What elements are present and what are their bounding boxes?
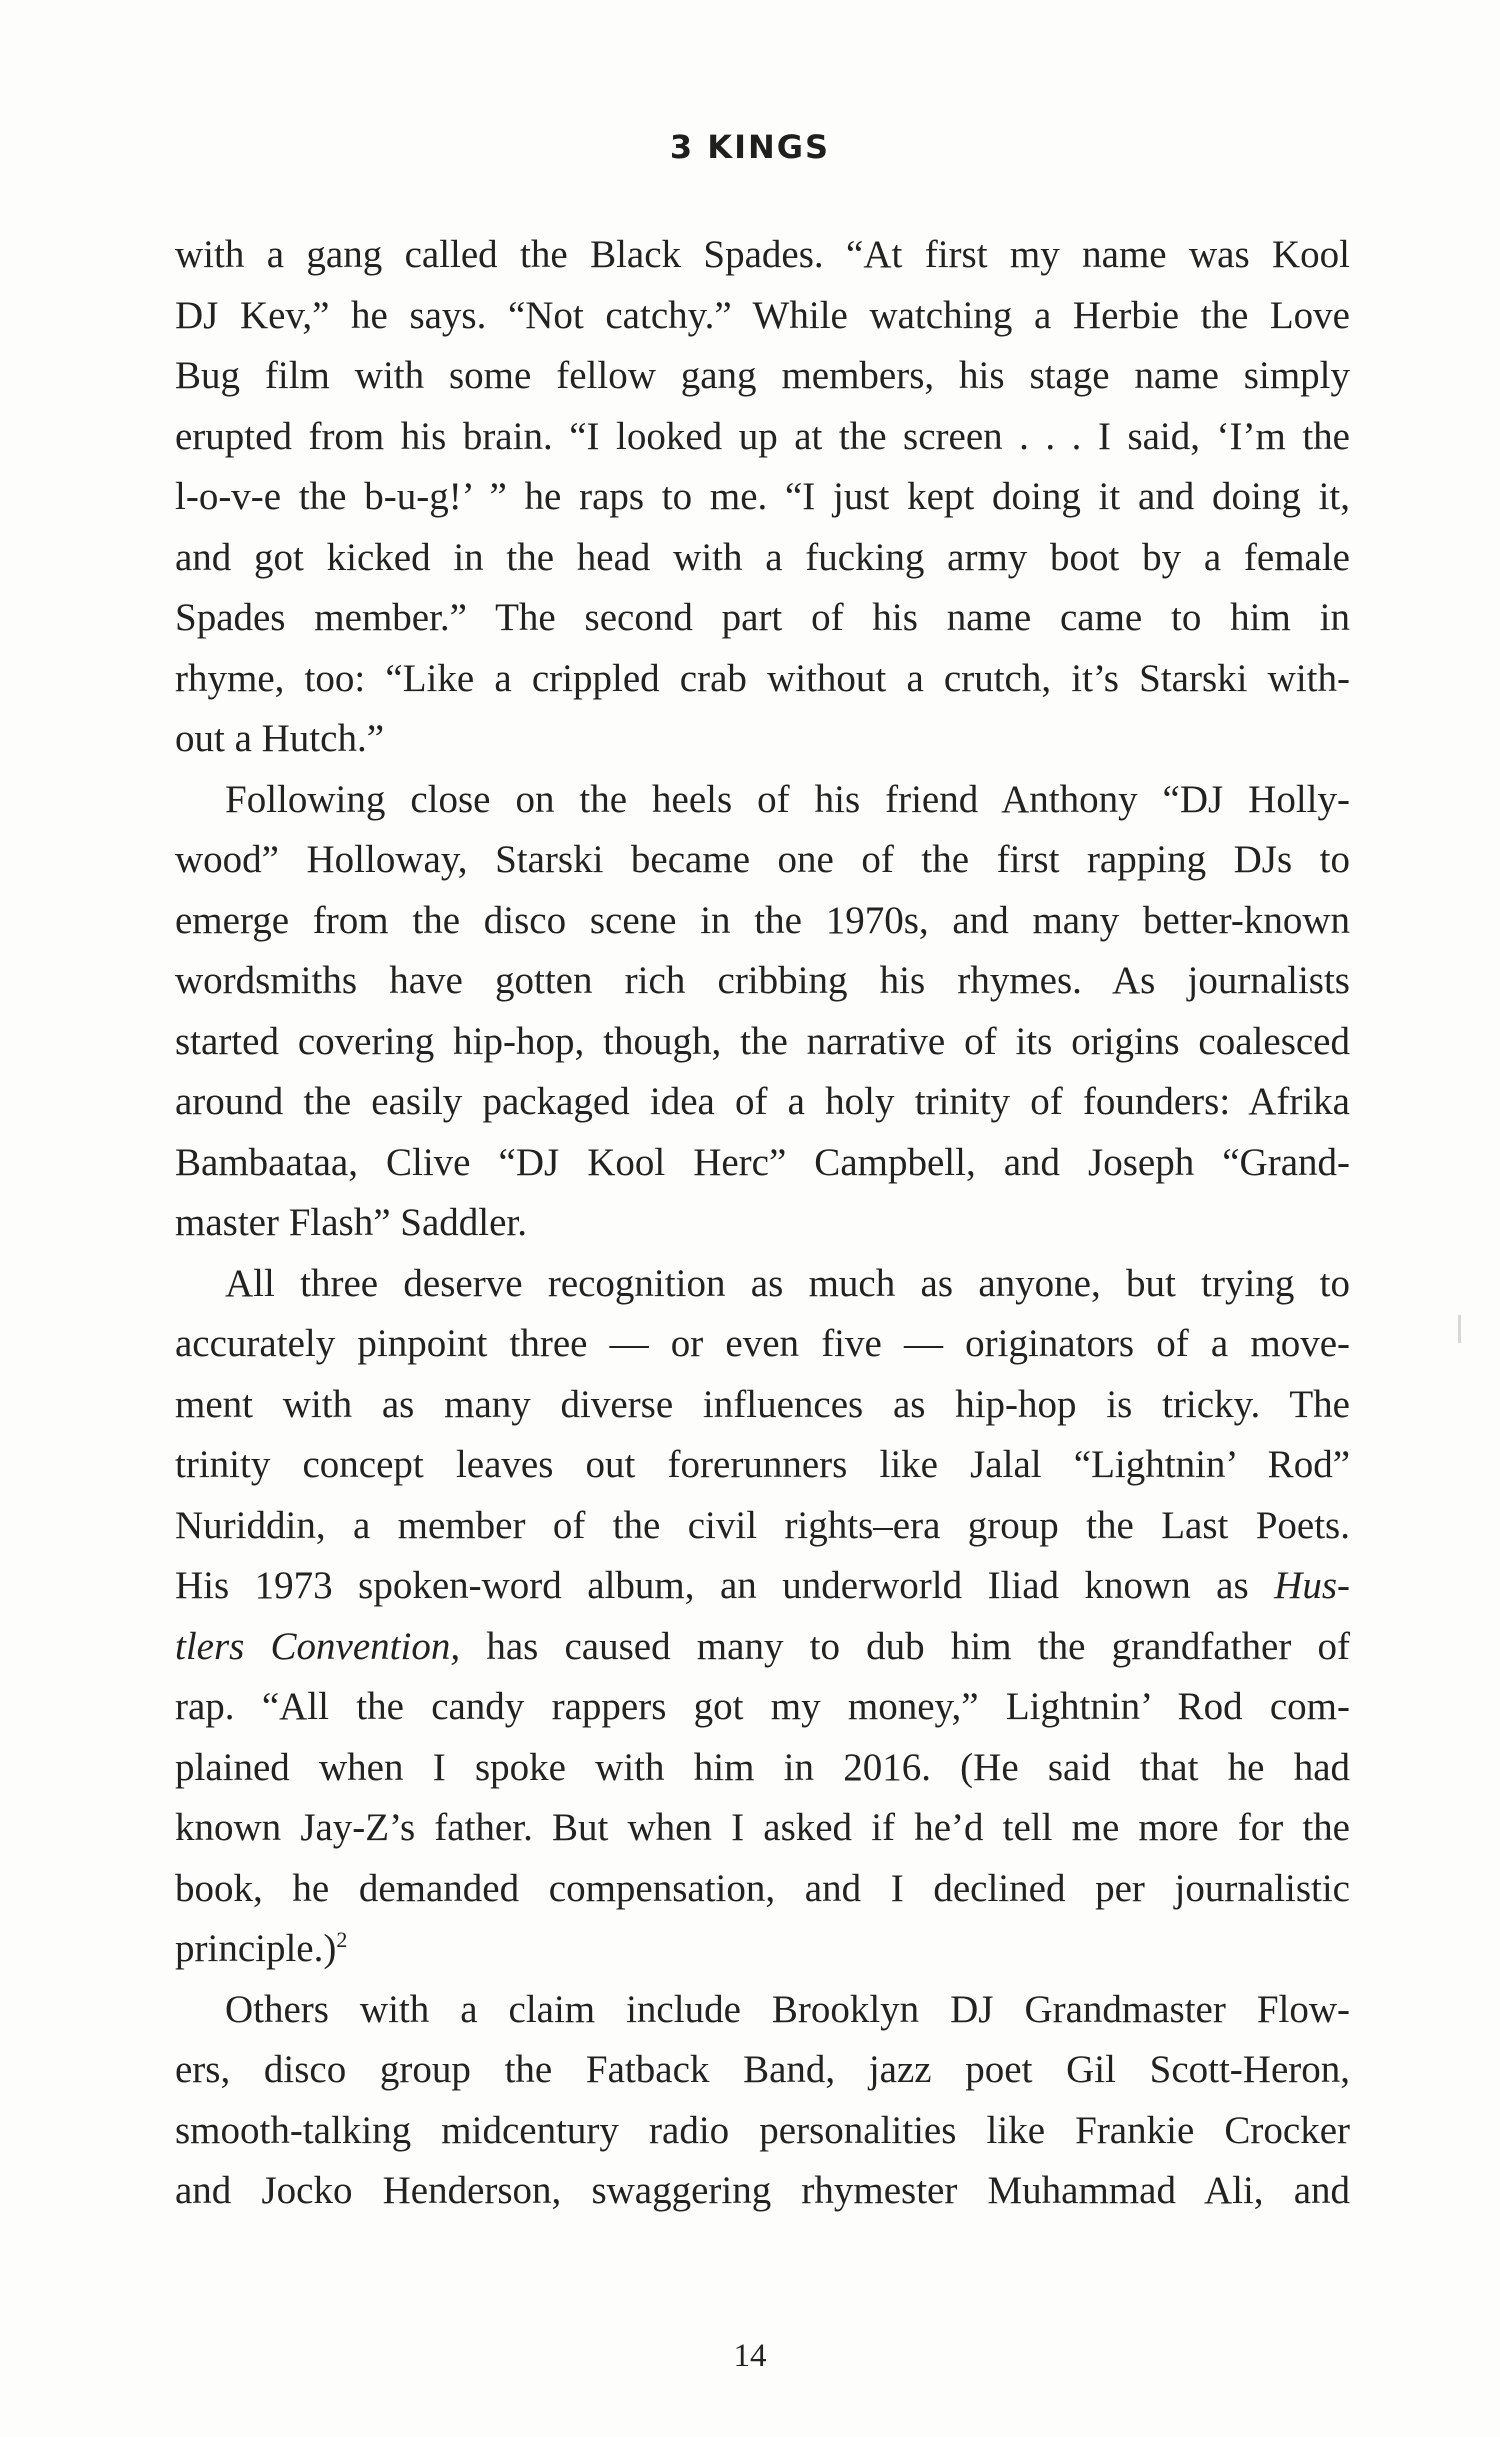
text-line: smooth-talking midcentury radio personalities like Frankie Crocker [175, 2108, 1350, 2152]
text-line-content: Following close on the heels of his friend Anthony “DJ Holly- [225, 777, 1350, 821]
text-line: wood” Holloway, Starski became one of the first rapping DJs to [175, 838, 1350, 881]
body-text [175, 225, 1350, 2222]
text-line: ment with as many diverse influences as hip-hop is tricky. The [175, 1382, 1350, 1426]
text-line-content: All three deserve recognition as much as anyone, but trying to [225, 1261, 1350, 1305]
text-line-content: has caused many to dub him the grandfather of [486, 1624, 1351, 1668]
text-line-content: His 1973 spoken-word album, an underworld Iliad known as [175, 1564, 1249, 1607]
album-title-part: tlers [175, 1624, 245, 1668]
text-line: trinity concept leaves out forerunners like Jalal “Lightnin’ Rod” [175, 1443, 1350, 1486]
album-title-italic: Hus- [1274, 1564, 1351, 1607]
text-line: emerge from the disco scene in the 1970s, and many better-known [175, 898, 1350, 942]
text-line: started covering hip-hop, though, the narrative of its origins coalesced [175, 1019, 1350, 1063]
text-line: Bug film with some fellow gang members, his stage name simply [175, 354, 1350, 397]
text-line: Spades member.” The second part of his name came to him in [175, 596, 1350, 639]
paragraph-4 [175, 1980, 1350, 2222]
page-number: 14 [733, 2338, 767, 2374]
text-line: rap. “All the candy rappers got my money,” Lightnin’ Rod com- [175, 1685, 1350, 1728]
text-line [175, 770, 1350, 831]
text-line: wordsmiths have gotten rich cribbing his rhymes. As journalists [175, 959, 1350, 1002]
text-line: DJ Kev,” he says. “Not catchy.” While watching a Herbie the Love [175, 293, 1350, 337]
text-line: and Jocko Henderson, swaggering rhymester Muhammad Ali, and [175, 2169, 1350, 2212]
paragraph-2 [175, 770, 1350, 1254]
text-line [175, 1254, 1350, 1315]
text-line [175, 1980, 1350, 2041]
text-line: ers, disco group the Fatback Band, jazz poet Gil Scott-Heron, [175, 2048, 1350, 2091]
text-line: erupted from his brain. “I looked up at the screen . . . I said, ‘I’m the [175, 414, 1350, 458]
text-line: rhyme, too: “Like a crippled crab without a crutch, it’s Starski with- [175, 656, 1350, 700]
text-line: known Jay-Z’s father. But when I asked if he’d tell me more for the [175, 1806, 1350, 1849]
text-line: Bambaataa, Clive “DJ Kool Herc” Campbell, and Joseph “Grand- [175, 1140, 1350, 1184]
text-line: accurately pinpoint three — or even five — originators of a move- [175, 1322, 1350, 1365]
footnote-marker: 2 [336, 1927, 348, 1952]
paragraph-3 [175, 1254, 1350, 1980]
text-line-content: principle.) [175, 1927, 337, 1970]
text-line: plained when I spoke with him in 2016. (He said that he had [175, 1745, 1350, 1789]
text-line: Nuriddin, a member of the civil rights–era group the Last Poets. [175, 1503, 1350, 1547]
text-line: and got kicked in the head with a fucking army boot by a female [175, 535, 1350, 579]
running-head: 3 KINGS [669, 128, 831, 166]
paragraph-1 [175, 225, 1350, 770]
text-line: master Flash” Saddler. [175, 1201, 528, 1244]
text-line: book, he demanded compensation, and I declined per journalistic [175, 1866, 1350, 1910]
text-line [175, 1617, 1350, 1678]
text-line [175, 1919, 1350, 1980]
text-line-content: Others with a claim include Brooklyn DJ Grandmaster Flow- [225, 1987, 1350, 2031]
text-line [175, 1556, 1350, 1617]
text-line: with a gang called the Black Spades. “At first my name was Kool [175, 233, 1350, 276]
text-line: around the easily packaged idea of a holy trinity of founders: Afrika [175, 1080, 1350, 1123]
text-line: l-o-v-e the b-u-g!’ ” he raps to me. “I just kept doing it and doing it, [175, 475, 1350, 518]
album-title-italic [175, 1625, 460, 1668]
text-line: out a Hutch.” [175, 717, 385, 760]
album-title-part: Convention, [270, 1624, 461, 1668]
scan-edge-mark [1458, 1315, 1461, 1343]
